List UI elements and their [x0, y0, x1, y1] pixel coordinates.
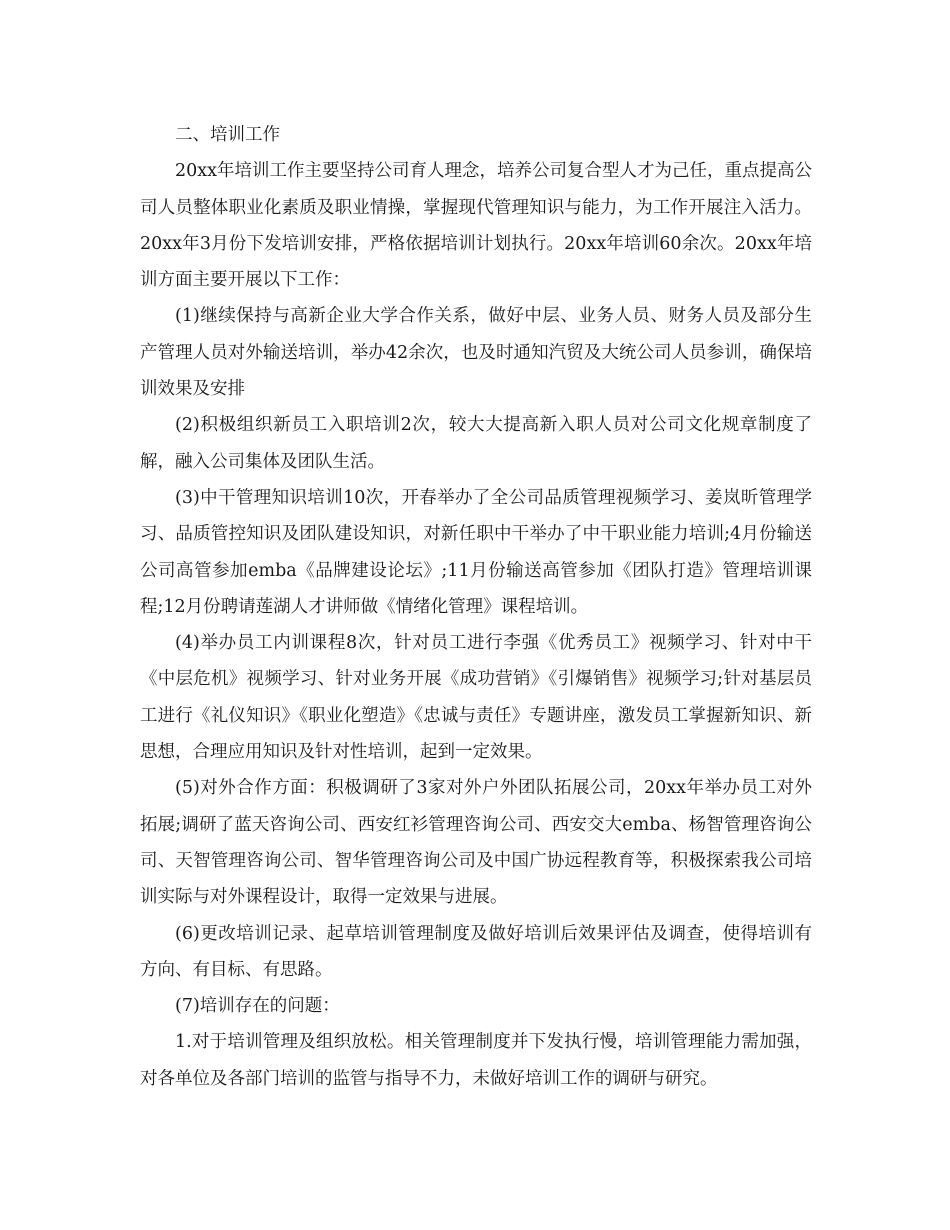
paragraph-item-4: (4)举办员工内训课程8次，针对员工进行李强《优秀员工》视频学习、针对中干《中层危机》视频学习、针对业务开展《成功营销》《引爆销售》视频学习;针对基层员工进行《礼仪知识》《职业化塑造》《忠诚与责任》专题讲座，激发员工掌握新知识、新思想，合理应用知识及针对性培训，起到一定效果。 [140, 633, 812, 763]
paragraph-item-3: (3)中干管理知识培训10次，开春举办了全公司品质管理视频学习、姜岚昕管理学习、品质管控知识及团队建设知识，对新任职中干举办了中干职业能力培训;4月份输送公司高管参加emba《品牌建设论坛》;11月份输送高管参加《团队打造》管理培训课程;12月份聘请莲湖人才讲师做《情绪化管理》课程培训。 [140, 487, 812, 617]
paragraph-intro: 20xx年培训工作主要坚持公司育人理念，培养公司复合型人才为己任，重点提高公司人员整体职业化素质及职业情操，掌握现代管理知识与能力，为工作开展注入活力。20xx年3月份下发培训安排，严格依据培训计划执行。20xx年培训60余次。20xx年培训方面主要开展以下工作： [140, 161, 813, 291]
document-body [140, 117, 812, 1097]
paragraph-item-6: (6)更改培训记录、起草培训管理制度及做好培训后效果评估及调查，使得培训有方向、有目标、有思路。 [140, 923, 812, 980]
paragraph-item-5: (5)对外合作方面：积极调研了3家对外户外团队拓展公司，20xx年举办员工对外拓展;调研了蓝天咨询公司、西安红衫管理咨询公司、西安交大emba、杨智管理咨询公司、天智管理咨询公司、智华管理咨询公司及中国广协远程教育等，积极探索我公司培训实际与对外课程设计，取得一定效果与进展。 [140, 778, 812, 908]
paragraph-item-7: (7)培训存在的问题： [175, 996, 340, 1017]
paragraph-problem-1: 1.对于培训管理及组织放松。相关管理制度并下发执行慢，培训管理能力需加强，对各单位及各部门培训的监管与指导不力，未做好培训工作的调研与研究。 [140, 1032, 812, 1089]
paragraph-item-2: (2)积极组织新员工入职培训2次，较大大提高新入职人员对公司文化规章制度了解，融入公司集体及团队生活。 [140, 415, 812, 472]
paragraph-item-1: (1)继续保持与高新企业大学合作关系，做好中层、业务人员、财务人员及部分生产管理人员对外输送培训，举办42余次，也及时通知汽贸及大统公司人员参训，确保培训效果及安排 [140, 306, 812, 400]
section-heading: 二、培训工作 [175, 125, 280, 145]
